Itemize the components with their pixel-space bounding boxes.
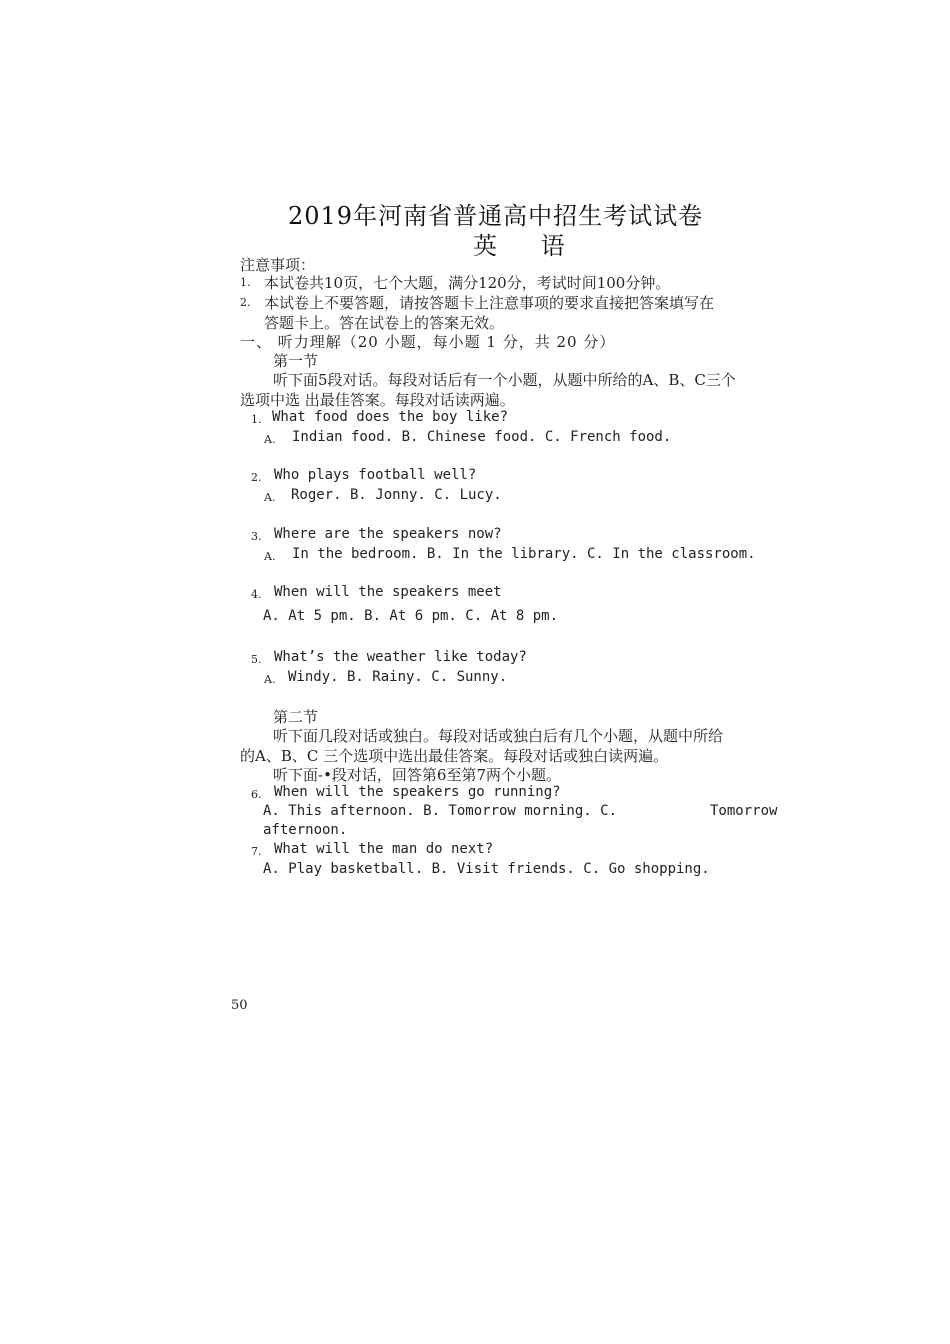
question-number: 1. bbox=[251, 413, 262, 426]
question-options: Indian food. B. Chinese food. C. French food. bbox=[292, 429, 672, 445]
question-options: Roger. B. Jonny. C. Lucy. bbox=[291, 487, 502, 503]
notice-item-text: 本试卷上不要答题，请按答题卡上注意事项的要求直接把答案填写在 bbox=[264, 294, 715, 312]
question-text: What will the man do next? bbox=[274, 841, 494, 857]
notice-item-number: 2. bbox=[240, 296, 251, 309]
question-text: Who plays football well? bbox=[274, 467, 477, 483]
section2-instruction-dialog: 听下面-•段对话，回答第6至第7两个小题。 bbox=[273, 766, 562, 784]
section2-label: 第二节 bbox=[273, 708, 319, 726]
subject-title: 英 语 bbox=[473, 232, 583, 260]
option-a-label: A. bbox=[264, 550, 276, 563]
question-options-continuation: afternoon. bbox=[263, 822, 348, 838]
notice-item-text: 本试卷共10页，七个大题，满分120分，考试时间100分钟。 bbox=[264, 274, 671, 292]
option-a-label: A. bbox=[264, 491, 276, 504]
section1-label: 第一节 bbox=[273, 352, 319, 370]
question-text: Where are the speakers now? bbox=[274, 526, 502, 542]
section2-instruction-cont: 的A、B、C 三个选项中选出最佳答案。每段对话或独白读两遍。 bbox=[240, 747, 669, 765]
question-options: In the bedroom. B. In the library. C. In the classroom. bbox=[292, 546, 756, 562]
option-a-label: A. bbox=[264, 673, 276, 686]
question-text: What’s the weather like today? bbox=[274, 649, 527, 665]
section1-instruction: 听下面5段对话。每段对话后有一个小题，从题中所给的A、B、C三个 bbox=[273, 371, 736, 389]
notice-heading: 注意事项： bbox=[240, 256, 316, 274]
question-number: 2. bbox=[251, 471, 262, 484]
notice-item-number: 1. bbox=[240, 276, 251, 289]
question-options: A. Play basketball. B. Visit friends. C. Go shopping. bbox=[263, 861, 710, 877]
question-options: Windy. B. Rainy. C. Sunny. bbox=[288, 669, 508, 685]
question-options: A. This afternoon. B. Tomorrow morning. C. bbox=[263, 803, 618, 819]
question-text: When will the speakers meet bbox=[274, 584, 502, 600]
page-number: 50 bbox=[231, 998, 248, 1013]
question-number: 4. bbox=[251, 588, 262, 601]
question-number: 7. bbox=[251, 845, 262, 858]
question-text: What food does the boy like? bbox=[272, 409, 509, 425]
question-number: 6. bbox=[251, 788, 262, 801]
notice-item-continuation: 答题卡上。答在试卷上的答案无效。 bbox=[264, 314, 505, 332]
option-a-label: A. bbox=[264, 433, 276, 446]
section1-instruction-cont: 选项中选 出最佳答案。每段对话读两遍。 bbox=[240, 391, 515, 409]
page-title: 2019年河南省普通高中招生考试试卷 bbox=[288, 202, 704, 230]
question-options: A. At 5 pm. B. At 6 pm. C. At 8 pm. bbox=[263, 608, 559, 624]
question-options-tail: Tomorrow bbox=[710, 803, 778, 819]
question-number: 5. bbox=[251, 653, 262, 666]
question-text: When will the speakers go running? bbox=[274, 784, 561, 800]
question-number: 3. bbox=[251, 530, 262, 543]
part1-heading: 一、 听力理解（20 小题，每小题 1 分，共 20 分） bbox=[240, 333, 616, 351]
section2-instruction: 听下面几段对话或独白。每段对话或独白后有几个小题，从题中所给 bbox=[273, 727, 724, 745]
